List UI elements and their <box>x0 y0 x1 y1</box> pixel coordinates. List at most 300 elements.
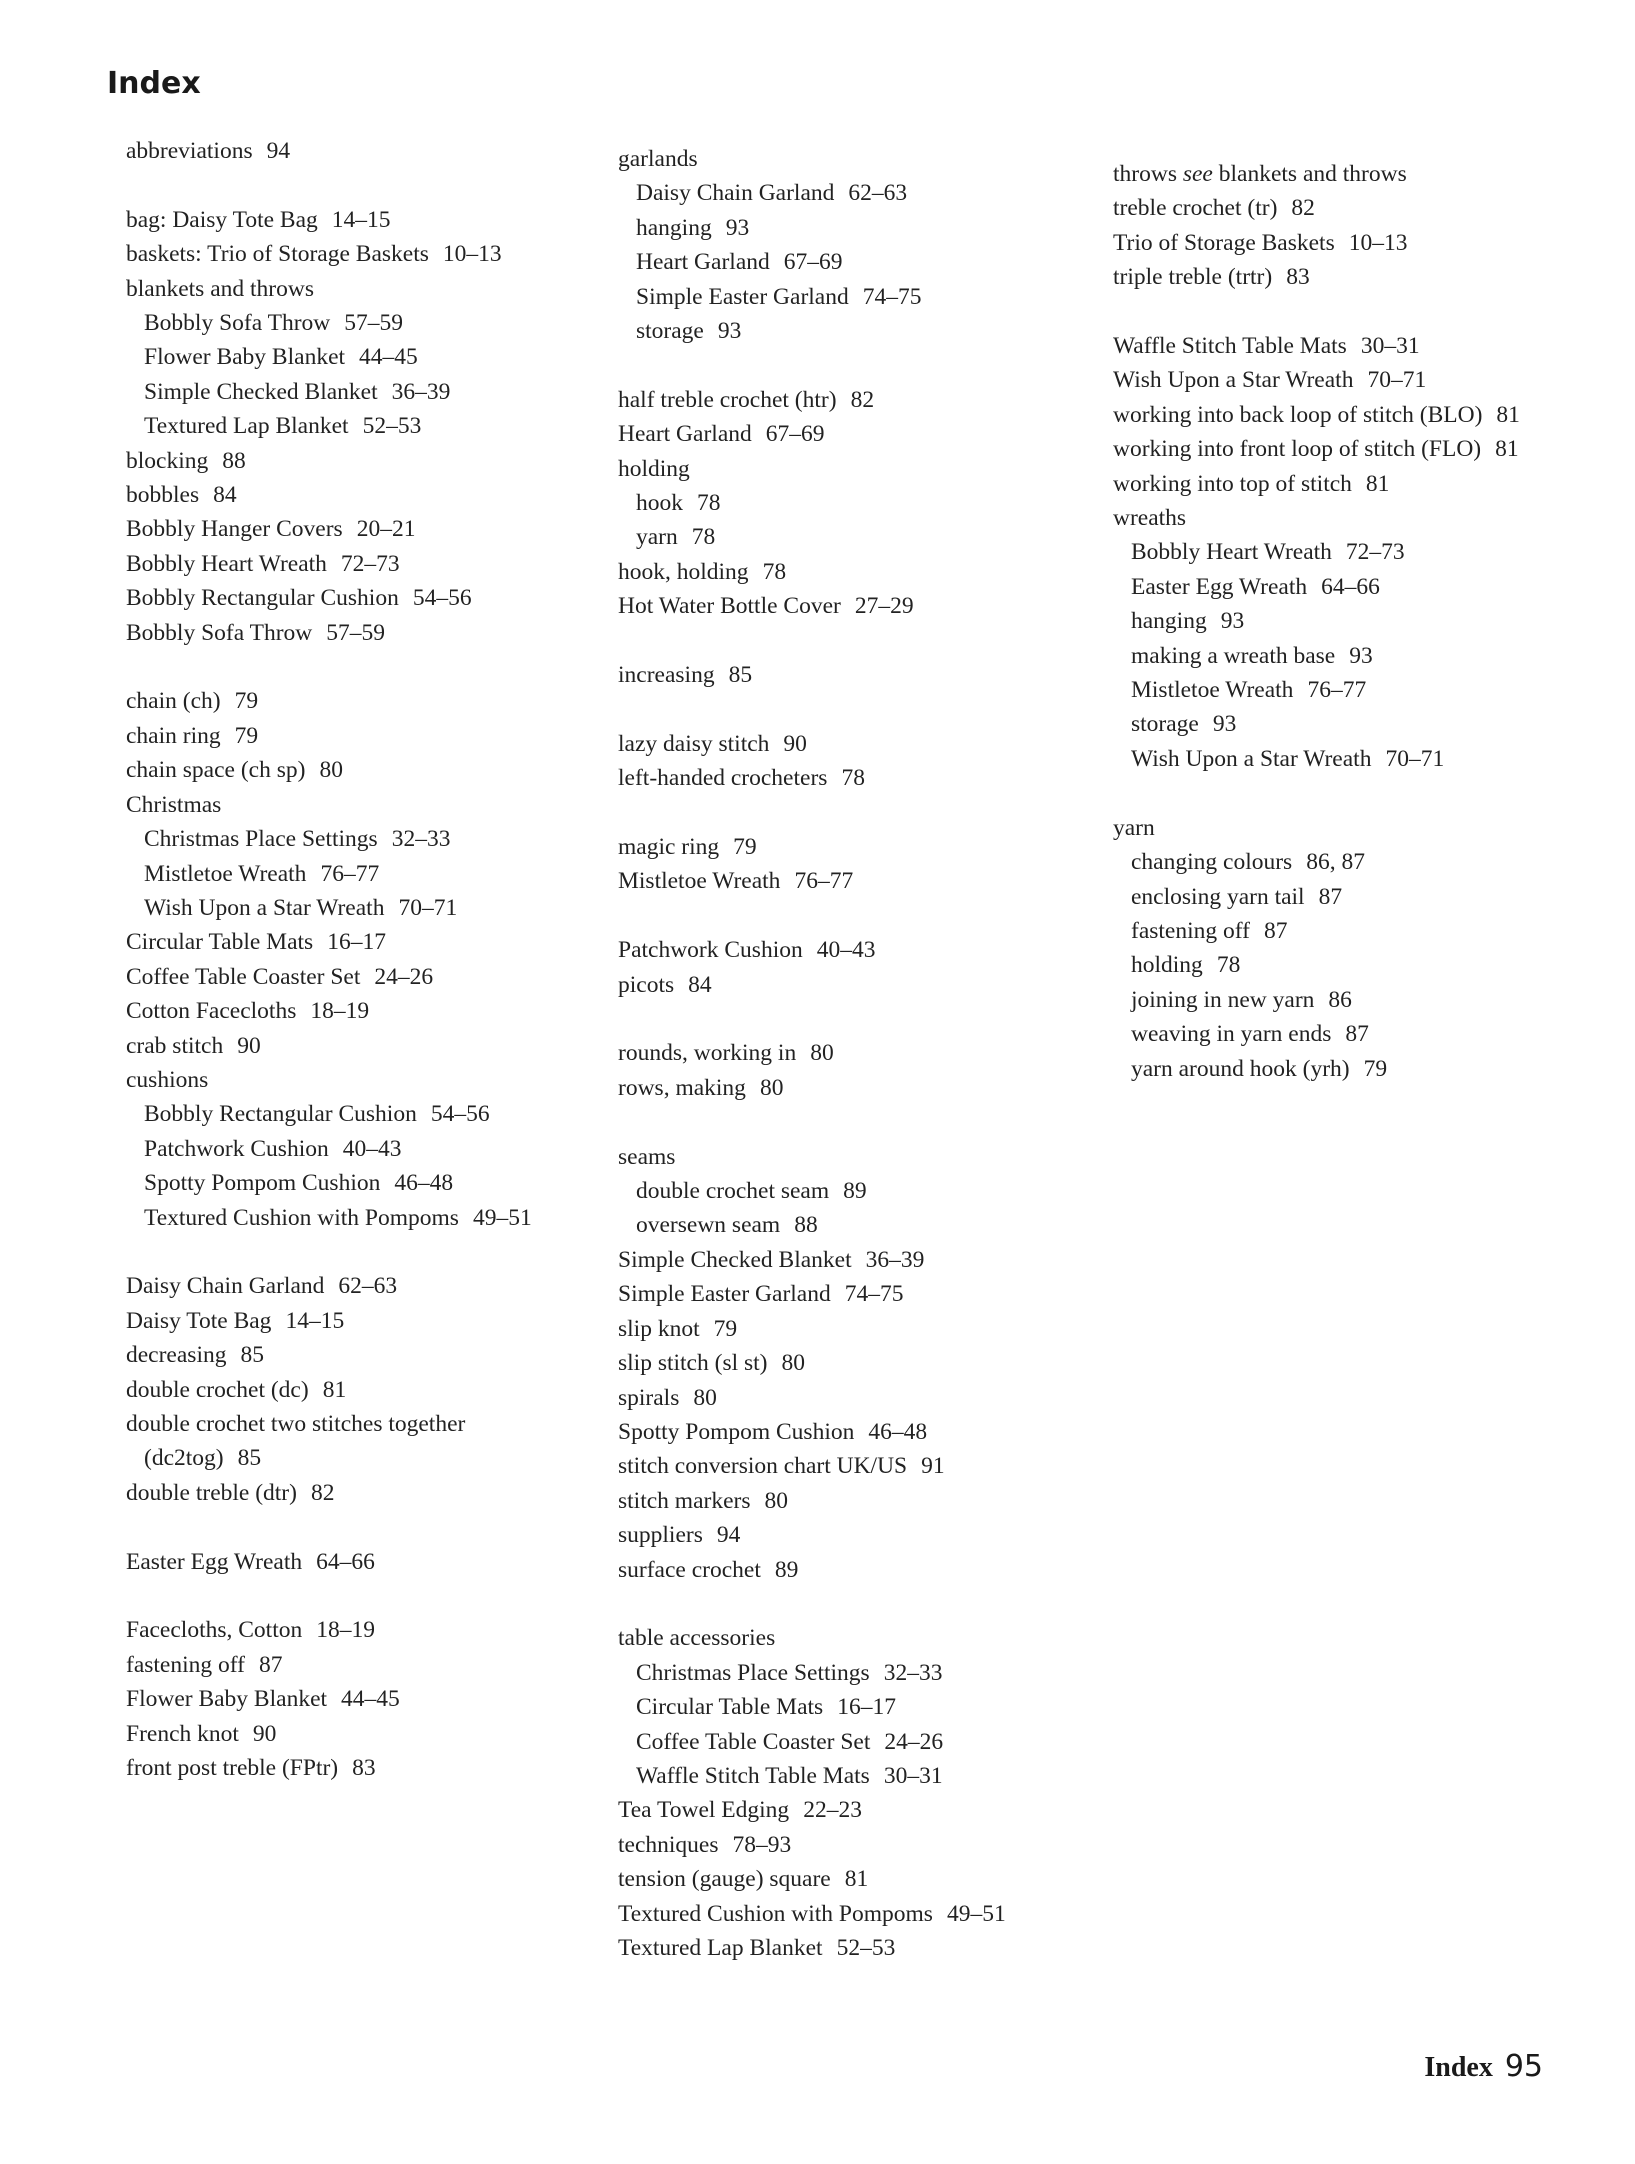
index-spacer <box>1113 295 1613 329</box>
index-term: storage <box>636 318 704 345</box>
index-entry <box>1113 432 1613 466</box>
index-page-ref: 80 <box>693 1384 717 1411</box>
index-entry <box>126 237 616 271</box>
index-page-ref: 27–29 <box>854 593 914 620</box>
index-page-ref: 32–33 <box>391 826 451 853</box>
index-term: Textured Cushion with Pompoms <box>144 1204 459 1231</box>
index-page-ref: 14–15 <box>285 1307 345 1334</box>
index-entry <box>126 444 616 478</box>
index-page-ref <box>1407 161 1421 187</box>
index-page-ref <box>1155 815 1169 841</box>
index-subentry <box>1113 639 1613 673</box>
index-term: Heart Garland <box>618 421 752 448</box>
index-page-ref: 40–43 <box>342 1135 402 1162</box>
index-entry <box>618 1897 1088 1931</box>
index-term: joining in new yarn <box>1131 986 1315 1013</box>
index-term: chain ring <box>126 722 221 749</box>
index-entry <box>618 864 1088 898</box>
index-page-ref: 74–75 <box>862 283 922 310</box>
index-page-ref: 81 <box>322 1376 347 1403</box>
index-entry <box>1113 811 1613 845</box>
index-page-ref: 81 <box>1365 470 1390 497</box>
index-entry <box>126 1304 616 1338</box>
index-term: half treble crochet (htr) <box>618 386 837 413</box>
index-term: Bobbly Rectangular Cushion <box>144 1101 417 1128</box>
index-subentry <box>618 1174 1088 1208</box>
index-term: Easter Egg Wreath <box>126 1548 303 1575</box>
index-subentry <box>618 520 1088 554</box>
index-term: making a wreath base <box>1131 642 1336 669</box>
index-term: Simple Checked Blanket <box>618 1246 852 1273</box>
see-reference: see <box>1182 161 1213 187</box>
index-page-ref: 62–63 <box>338 1273 398 1300</box>
index-entry <box>618 1862 1088 1896</box>
index-page-ref: 90 <box>252 1720 277 1747</box>
index-entry <box>126 1338 616 1372</box>
index-term: chain (ch) <box>126 688 221 715</box>
index-page-ref <box>314 276 328 302</box>
index-page-ref: 80 <box>759 1074 784 1101</box>
index-spacer <box>618 1002 1088 1036</box>
index-page-ref: 86 <box>1328 986 1352 1013</box>
index-page-ref: 93 <box>1212 711 1237 738</box>
index-entry <box>126 788 616 822</box>
index-page-ref: 93 <box>725 214 750 241</box>
index-page-ref: 16–17 <box>327 929 386 956</box>
index-page-ref: 24–26 <box>374 963 434 990</box>
index-page-ref: 76–77 <box>320 860 380 887</box>
index-term: yarn <box>636 524 678 551</box>
index-entry <box>618 1036 1088 1070</box>
index-term: Christmas Place Settings <box>144 826 378 853</box>
index-page-ref: 40–43 <box>816 937 876 964</box>
index-page-ref: 78 <box>1216 952 1241 979</box>
index-page-ref: 67–69 <box>783 249 843 276</box>
index-page-ref: 70–71 <box>1385 745 1445 772</box>
index-term: rounds, working in <box>618 1040 797 1067</box>
index-spacer <box>126 168 616 202</box>
index-subentry <box>618 1759 1088 1793</box>
index-page-ref: 90 <box>783 730 807 757</box>
index-term: fastening off <box>126 1651 245 1678</box>
index-page-ref: 87 <box>259 1651 283 1678</box>
index-page-ref: 80 <box>319 757 343 784</box>
index-page-ref <box>690 456 704 482</box>
index-entry <box>618 1346 1088 1380</box>
index-page-ref <box>698 146 712 172</box>
index-page-ref: 82 <box>850 386 875 413</box>
index-page-ref: 78 <box>841 765 865 792</box>
index-page-ref: 24–26 <box>884 1728 944 1755</box>
index-page-ref: 44–45 <box>341 1686 400 1713</box>
index-entry <box>618 1621 1088 1655</box>
index-entry <box>618 1071 1088 1105</box>
page-footer <box>1424 2049 1543 2084</box>
page-number: 95 <box>1504 2049 1543 2084</box>
index-term: Facecloths, Cotton <box>126 1617 303 1644</box>
index-entry <box>126 203 616 237</box>
index-term: yarn around hook (yrh) <box>1131 1055 1350 1082</box>
index-term: Daisy Chain Garland <box>636 180 835 207</box>
index-entry <box>126 581 616 615</box>
footer-label: Index <box>1424 2052 1493 2083</box>
index-page-ref: 83 <box>352 1755 376 1782</box>
index-page-ref: 78 <box>762 558 787 585</box>
index-term: Simple Checked Blanket <box>144 378 378 405</box>
index-entry <box>126 1751 616 1785</box>
index-term: Bobbly Sofa Throw <box>144 310 331 337</box>
index-page-ref: 64–66 <box>316 1548 375 1575</box>
index-term: seams <box>618 1143 676 1170</box>
index-page-ref: 79 <box>234 688 259 715</box>
index-page-ref <box>1186 505 1200 531</box>
index-term: working into back loop of stitch (BLO) <box>1113 401 1483 428</box>
index-page-ref <box>221 792 235 818</box>
index-subentry <box>1113 570 1613 604</box>
index-page-ref: 79 <box>234 722 259 749</box>
index-term: changing colours <box>1131 849 1293 876</box>
index-term: oversewn seam <box>636 1212 781 1239</box>
index-subentry <box>618 1690 1088 1724</box>
index-page-ref <box>775 1625 789 1651</box>
index-term: stitch markers <box>618 1487 751 1514</box>
index-subentry <box>1113 1052 1613 1086</box>
index-subentry <box>126 340 616 374</box>
index-entry <box>618 658 1088 692</box>
index-term: Patchwork Cushion <box>618 937 803 964</box>
index-term: weaving in yarn ends <box>1131 1021 1332 1048</box>
index-page-ref: 79 <box>1363 1055 1388 1082</box>
index-page-ref: 10–13 <box>1348 229 1408 256</box>
index-page-ref: 91 <box>921 1453 945 1480</box>
index-page-ref: 72–73 <box>340 550 400 577</box>
index-page-ref: 89 <box>774 1556 799 1583</box>
index-page-ref: 85 <box>728 662 753 689</box>
index-entry <box>1113 363 1613 397</box>
index-subentry <box>1113 845 1613 879</box>
index-entry <box>1113 260 1613 294</box>
index-page-ref: 76–77 <box>794 868 854 895</box>
index-spacer <box>618 1105 1088 1139</box>
index-term: bobbles <box>126 482 200 509</box>
index-term: Coffee Table Coaster Set <box>636 1728 871 1755</box>
index-page-ref: 78 <box>697 490 721 517</box>
index-page-ref: 10–13 <box>442 241 502 268</box>
index-term: Hot Water Bottle Cover <box>618 593 841 620</box>
index-page-ref: 94 <box>266 138 291 164</box>
index-page-ref: 88 <box>794 1212 818 1239</box>
index-entry <box>618 555 1088 589</box>
index-column-2 <box>618 142 1088 1965</box>
index-term: holding <box>618 455 690 482</box>
index-term: Bobbly Heart Wreath <box>126 550 327 577</box>
index-term: Patchwork Cushion <box>144 1135 329 1162</box>
index-spacer <box>618 348 1088 382</box>
index-spacer <box>618 899 1088 933</box>
index-page-ref: 70–71 <box>1367 367 1427 394</box>
index-term: front post treble (FPtr) <box>126 1755 339 1782</box>
index-subentry <box>618 245 1088 279</box>
index-entry <box>618 452 1088 486</box>
index-term: Heart Garland <box>636 249 770 276</box>
index-entry <box>1113 398 1613 432</box>
index-page-ref: 84 <box>213 482 237 509</box>
index-entry <box>126 925 616 959</box>
index-subentry <box>618 280 1088 314</box>
index-entry <box>618 589 1088 623</box>
index-page-ref: 87 <box>1318 883 1343 910</box>
index-term: decreasing <box>126 1342 227 1369</box>
index-entry <box>126 719 616 753</box>
index-entry <box>126 1545 616 1579</box>
index-subentry <box>126 1201 616 1235</box>
index-term: Mistletoe Wreath <box>1131 677 1294 704</box>
index-entry <box>618 1381 1088 1415</box>
index-subentry <box>1113 673 1613 707</box>
index-page-ref: 49–51 <box>472 1204 532 1231</box>
index-term: Coffee Table Coaster Set <box>126 963 361 990</box>
index-subentry <box>126 1441 616 1475</box>
index-page-ref: 67–69 <box>765 421 825 448</box>
index-term: storage <box>1131 711 1199 738</box>
index-page-ref: 72–73 <box>1345 539 1405 566</box>
index-entry <box>126 1682 616 1716</box>
index-column-3 <box>1113 157 1613 1086</box>
index-page-ref: 76–77 <box>1307 677 1367 704</box>
index-entry <box>126 1407 616 1441</box>
index-entry <box>1113 329 1613 363</box>
index-term: spirals <box>618 1384 680 1411</box>
index-term: Waffle Stitch Table Mats <box>1113 333 1347 360</box>
index-subentry <box>1113 948 1613 982</box>
index-subentry <box>126 1166 616 1200</box>
index-entry <box>126 1613 616 1647</box>
index-term: baskets: Trio of Storage Baskets <box>126 241 429 268</box>
index-page-ref <box>675 1144 689 1170</box>
index-entry <box>1113 467 1613 501</box>
index-term: Wish Upon a Star Wreath <box>144 894 385 921</box>
index-page-ref: 44–45 <box>359 344 418 371</box>
index-entry <box>1113 226 1613 260</box>
index-subentry <box>1113 604 1613 638</box>
index-spacer <box>1113 776 1613 810</box>
index-term: Circular Table Mats <box>126 929 314 956</box>
index-page-ref: 93 <box>1220 608 1245 635</box>
index-page-ref: 81 <box>1496 401 1520 428</box>
index-subentry <box>618 1208 1088 1242</box>
index-term: fastening off <box>1131 917 1250 944</box>
index-term: bag: Daisy Tote Bag <box>126 206 318 233</box>
index-page-ref: 81 <box>1495 436 1519 463</box>
index-entry <box>1113 157 1613 191</box>
index-entry <box>618 1415 1088 1449</box>
index-spacer <box>618 1587 1088 1621</box>
index-page-ref: 87 <box>1345 1021 1369 1048</box>
index-entry <box>126 1476 616 1510</box>
index-subentry <box>1113 880 1613 914</box>
index-subentry <box>126 1097 616 1131</box>
index-page-ref: 32–33 <box>883 1659 943 1686</box>
index-subentry <box>126 891 616 925</box>
page-title: Index <box>107 66 201 101</box>
index-subentry <box>1113 535 1613 569</box>
index-page-ref: 85 <box>237 1445 262 1472</box>
index-page-ref: 81 <box>844 1866 869 1893</box>
index-term: Daisy Chain Garland <box>126 1273 325 1300</box>
index-subentry <box>126 409 616 443</box>
index-term: hook <box>636 490 683 517</box>
index-term: suppliers <box>618 1522 703 1549</box>
index-page-ref: 93 <box>717 318 742 345</box>
index-page-ref: 30–31 <box>1360 333 1420 360</box>
index-spacer <box>618 796 1088 830</box>
index-term: Easter Egg Wreath <box>1131 573 1308 600</box>
index-entry <box>618 727 1088 761</box>
index-entry <box>618 1277 1088 1311</box>
index-page-ref: 87 <box>1264 917 1288 944</box>
index-entry <box>126 753 616 787</box>
index-page-ref: 84 <box>688 971 712 998</box>
index-page-ref: 64–66 <box>1321 573 1380 600</box>
index-page-ref <box>465 1411 479 1437</box>
index-entry <box>126 1373 616 1407</box>
index-subentry <box>1113 742 1613 776</box>
index-entry <box>618 1793 1088 1827</box>
index-subentry <box>618 314 1088 348</box>
index-spacer <box>126 1510 616 1544</box>
index-page-ref: 74–75 <box>844 1281 904 1308</box>
index-term: Wish Upon a Star Wreath <box>1113 367 1354 394</box>
index-subentry <box>126 306 616 340</box>
index-term: Tea Towel Edging <box>618 1797 790 1824</box>
index-page-ref: 78–93 <box>732 1831 792 1858</box>
index-term: slip stitch (sl st) <box>618 1350 768 1377</box>
index-term: Daisy Tote Bag <box>126 1307 272 1334</box>
index-subentry <box>1113 983 1613 1017</box>
index-term: double treble (dtr) <box>126 1479 297 1506</box>
index-page-ref: 14–15 <box>331 206 391 233</box>
index-term: yarn <box>1113 814 1155 841</box>
index-term: Textured Cushion with Pompoms <box>618 1900 933 1927</box>
index-spacer <box>618 692 1088 726</box>
index-page-ref: 46–48 <box>868 1418 928 1445</box>
index-page-ref: 52–53 <box>836 1935 896 1961</box>
index-page-ref: 16–17 <box>837 1694 896 1721</box>
index-subentry <box>618 211 1088 245</box>
index-entry <box>126 1717 616 1751</box>
index-page-ref: 36–39 <box>391 378 451 405</box>
index-term: Simple Easter Garland <box>636 283 849 310</box>
index-entry <box>618 142 1088 176</box>
index-term: Cotton Facecloths <box>126 998 297 1025</box>
index-page-ref: 89 <box>843 1178 867 1205</box>
index-entry <box>126 960 616 994</box>
index-entry <box>126 478 616 512</box>
index-term: wreaths <box>1113 505 1187 532</box>
index-term: working into front loop of stitch (FLO) <box>1113 436 1482 463</box>
index-term: Circular Table Mats <box>636 1694 824 1721</box>
index-term: lazy daisy stitch <box>618 730 770 757</box>
index-entry <box>618 968 1088 1002</box>
index-entry <box>618 1518 1088 1552</box>
index-term: Waffle Stitch Table Mats <box>636 1762 870 1789</box>
index-subentry <box>126 857 616 891</box>
index-term: chain space (ch sp) <box>126 757 306 784</box>
index-term: Mistletoe Wreath <box>618 868 781 895</box>
index-subentry <box>126 375 616 409</box>
index-term: holding <box>1131 952 1203 979</box>
index-page-ref: 46–48 <box>394 1170 454 1197</box>
index-term: techniques <box>618 1831 719 1858</box>
index-entry <box>618 761 1088 795</box>
index-entry <box>126 1269 616 1303</box>
index-entry <box>1113 191 1613 225</box>
index-page-ref: 18–19 <box>310 998 370 1025</box>
index-page-ref: 20–21 <box>356 516 416 543</box>
index-page-ref: 36–39 <box>865 1246 925 1273</box>
index-page-ref: 90 <box>237 1032 261 1059</box>
index-entry <box>126 1648 616 1682</box>
index-page-ref: 49–51 <box>946 1900 1006 1927</box>
index-entry <box>126 994 616 1028</box>
index-subentry <box>126 822 616 856</box>
index-term: treble crochet (tr) <box>1113 195 1278 222</box>
index-term: stitch conversion chart UK/US <box>618 1453 908 1480</box>
index-term: surface crochet <box>618 1556 761 1583</box>
index-term: Bobbly Sofa Throw <box>126 619 313 646</box>
index-term: garlands <box>618 146 698 172</box>
index-entry <box>618 417 1088 451</box>
index-term: double crochet seam <box>636 1178 830 1205</box>
index-entry <box>126 1029 616 1063</box>
index-term: double crochet (dc) <box>126 1376 309 1403</box>
index-subentry <box>1113 1017 1613 1051</box>
index-page-ref: 85 <box>240 1342 264 1369</box>
index-term: Simple Easter Garland <box>618 1281 831 1308</box>
index-term: Flower Baby Blanket <box>144 344 346 371</box>
index-term: picots <box>618 971 675 998</box>
index-term: Trio of Storage Baskets <box>1113 229 1335 256</box>
index-page-ref: 78 <box>691 524 716 551</box>
index-term: Bobbly Heart Wreath <box>1131 539 1332 566</box>
index-page-ref: 93 <box>1349 642 1373 669</box>
index-page-ref: 88 <box>222 447 246 474</box>
index-page-ref: 79 <box>733 834 757 861</box>
index-page-ref: 79 <box>713 1315 738 1342</box>
index-term: blankets and throws <box>126 275 314 302</box>
index-entry <box>1113 501 1613 535</box>
index-page-ref: 80 <box>810 1040 834 1067</box>
index-page-ref: 86, 87 <box>1306 849 1365 876</box>
index-term: slip knot <box>618 1315 700 1342</box>
index-term: Textured Lap Blanket <box>618 1935 823 1961</box>
index-spacer <box>618 624 1088 658</box>
index-term: hanging <box>1131 608 1207 635</box>
index-entry <box>618 1312 1088 1346</box>
index-spacer <box>126 1235 616 1269</box>
index-page-ref: 54–56 <box>412 585 472 612</box>
index-term: Christmas <box>126 791 222 818</box>
index-term: Spotty Pompom Cushion <box>144 1170 381 1197</box>
index-term: tension (gauge) square <box>618 1866 831 1893</box>
index-term: triple treble (trtr) <box>1113 264 1273 291</box>
index-entry <box>126 272 616 306</box>
index-subentry <box>618 176 1088 210</box>
index-entry <box>618 1553 1088 1587</box>
index-subentry <box>618 1725 1088 1759</box>
index-page-ref: 80 <box>764 1487 788 1514</box>
index-page-ref: 57–59 <box>344 310 404 337</box>
